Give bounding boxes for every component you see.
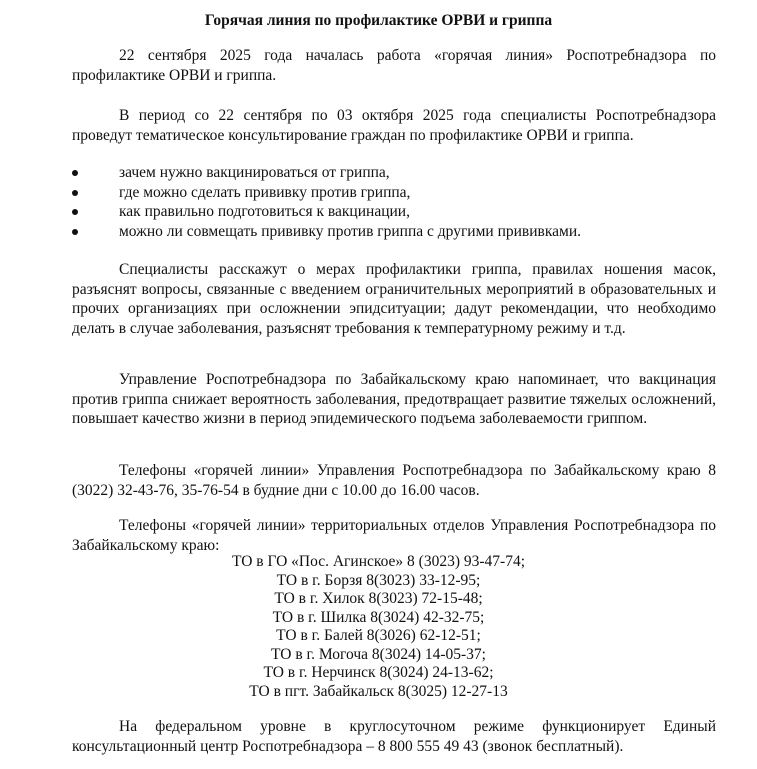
intro-paragraph: 22 сентября 2025 года началась работа «горячая линия» Роспотребнадзора по профилактике ОРВИ и гриппа. <box>72 47 716 84</box>
territorial-phones-paragraph: Телефоны «горячей линии» территориальных отделов Управления Роспотребнадзора по Забайкальскому краю: <box>72 517 716 554</box>
document-title: Горячая линия по профилактике ОРВИ и гриппа <box>204 12 553 29</box>
specialists-paragraph: Специалисты расскажут о мерах профилактики гриппа, правилах ношения масок, разъяснят вопросы, связанные с введением ограничительных мероприятий в образовательных и прочих организациях при осложнении эпидситуации; дадут рекомендации, что необходимо делать в случае заболевания, разъяснят требования к температурному режиму и т.д. <box>72 261 716 337</box>
bullet-icon <box>72 190 78 196</box>
office-item: ТО в пгт. Забайкальск 8(3025) 12-27-13 <box>249 682 508 700</box>
office-item: ТО в ГО «Пос. Агинское» 8 (3023) 93-47-74; <box>231 553 526 570</box>
office-item: ТО в г. Могоча 8(3024) 14-05-37; <box>271 645 486 663</box>
bullet-icon <box>72 229 78 235</box>
list-item: зачем нужно вакцинироваться от гриппа, <box>72 163 722 183</box>
office-item: ТО в г. Борзя 8(3023) 33-12-95; <box>276 571 481 589</box>
office-item: ТО в г. Хилок 8(3023) 72-15-48; <box>274 590 483 607</box>
list-item: можно ли совмещать прививку против гриппа с другими прививками. <box>72 222 722 242</box>
bullet-icon <box>72 170 78 176</box>
hotline-phones-paragraph: Телефоны «горячей линии» Управления Роспотребнадзора по Забайкальскому краю 8 (3022) 32-43-76, 35-76-54 в будние дни с 10.00 до 16.00 часов. <box>72 462 716 499</box>
bullet-icon <box>72 209 78 215</box>
list-item: как правильно подготовиться к вакцинации, <box>72 202 722 222</box>
offices-list <box>0 553 757 701</box>
office-item: ТО в г. Нерчинск 8(3024) 24-13-62; <box>263 664 494 681</box>
office-item: ТО в г. Балей 8(3026) 62-12-51; <box>276 627 481 644</box>
federal-center-paragraph: На федеральном уровне в круглосуточном режиме функционирует Единый консультационный центр Роспотребнадзора – 8 800 555 49 43 (звонок бесплатный). <box>72 718 716 755</box>
vaccination-paragraph: Управление Роспотребнадзора по Забайкальскому краю напоминает, что вакцинация против гриппа снижает вероятность заболевания, предотвращает развитие тяжелых осложнений, повышает качество жизни в период эпидемического подъема заболеваемости гриппом. <box>72 371 716 427</box>
office-item: ТО в г. Шилка 8(3024) 42-32-75; <box>272 608 485 626</box>
list-item: где можно сделать прививку против гриппа, <box>72 183 722 203</box>
period-paragraph: В период со 22 сентября по 03 октября 2025 года специалисты Роспотребнадзора проведут тематическое консультирование граждан по профилактике ОРВИ и гриппа. <box>72 107 716 144</box>
topics-list <box>72 163 722 241</box>
